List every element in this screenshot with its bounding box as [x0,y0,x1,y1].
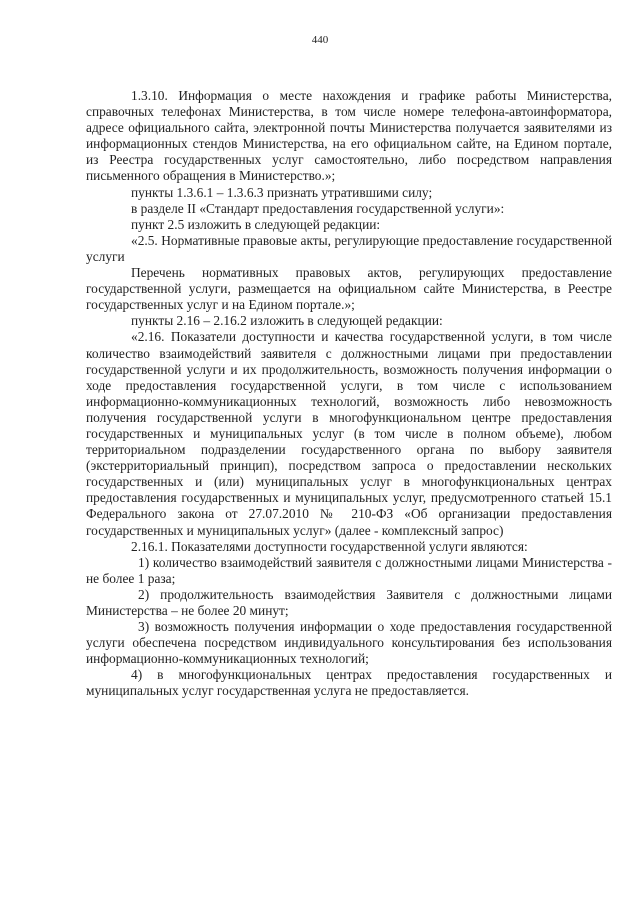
paragraph-2-16-1: 2.16.1. Показателями доступности государственной услуги являются: [131,538,528,554]
list-item-3: 3) возможность получения информации о ходе предоставления государственной услуги обеспечена посредством индивидуального консультирования без использования информационно-коммуникационных технологий; [86,619,612,667]
list-item-1: 1) количество взаимодействий заявителя с должностными лицами Министерства - не более 1 раза; [86,554,612,586]
list-item-4: 4) в многофункциональных центрах предоставления государственных и муниципальных услуг государственная услуга не предоставляется. [86,667,612,699]
list-item-2: 2) продолжительность взаимодействия Заявителя с должностными лицами Министерства – не более 20 минут; [86,586,612,618]
paragraph-2-16: «2.16. Показатели доступности и качества государственной услуги, в том числе количество взаимодействий заявителя с должностными лицами при предоставлении государственной услуги и их продолжительность, возможность получения информации о ходе предоставления государственной услуги, в том числе с использованием информационно-коммуникационных технологий, возможность либо невозможность получения государственной услуги в многофункциональном центре предоставления государственных и муниципальных услуг (в том числе в полном объеме), любом территориальном подразделении государственного органа по выбору заявителя (экстерриториальный принцип), посредством запроса о предоставлении нескольких государственных и (или) муниципальных услуг в многофункциональных центрах предоставления государственных и муниципальных услуг, предусмотренного статьей 15.1 Федерального закона от 27.07.2010 № 210-ФЗ «Об организации предоставления государственных и муниципальных услуг» (далее - комплексный запрос) [86,329,612,538]
paragraph-1-3-10: 1.3.10. Информация о месте нахождения и графике работы Министерства, справочных телефонах Министерства, в том числе номере телефона-автоинформатора, адресе официального сайта, электронной почты Министерства получается заявителями из информационных стендов Министерства, на его официальном сайте, на Едином портале, из Реестра государственных услуг самостоятельно, либо посредством направления письменного обращения в Министерство.»; [86,88,612,184]
paragraph-2-5-heading: «2.5. Нормативные правовые акты, регулирующие предоставление государственной услуги [86,232,612,264]
paragraph-items-2-16-intro: пункты 2.16 – 2.16.2 изложить в следующей редакции: [131,313,443,329]
page-number: 440 [311,34,329,46]
paragraph-2-5-text: Перечень нормативных правовых актов, регулирующих предоставление государственной услуги, размещается на официальном сайте Министерства, в Реестре государственных услуг и на Едином портале.»; [86,265,612,313]
paragraph-item-2-5-intro: пункт 2.5 изложить в следующей редакции: [131,216,381,232]
paragraph-section-2: в разделе II «Стандарт предоставления государственной услуги»: [131,200,505,216]
document-body [86,88,612,700]
paragraph-repeal-1-3-6: пункты 1.3.6.1 – 1.3.6.3 признать утратившими силу; [131,184,433,200]
